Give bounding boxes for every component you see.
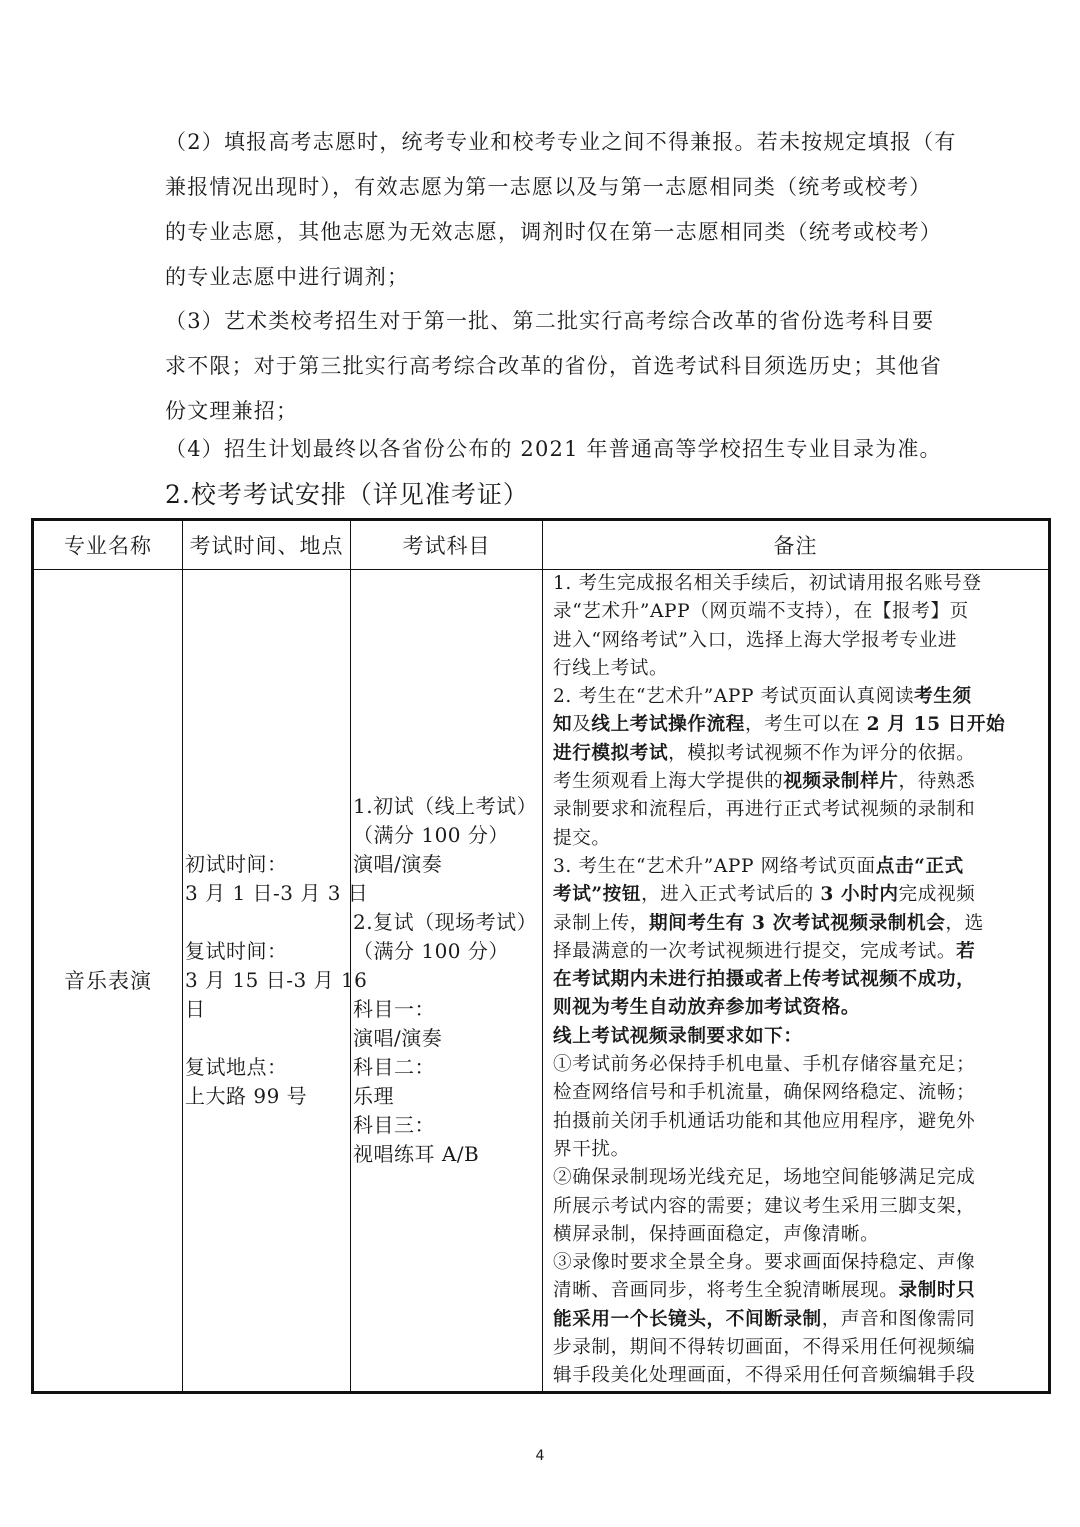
text-line: 兼报情况出现时），有效志愿为第一志愿以及与第一志愿相同类（统考或校考） (165, 175, 932, 199)
notes-line (553, 683, 1040, 711)
notes-bold-segment: 线上考试操作流程 (591, 714, 745, 736)
subject-line: （满分 100 分） (353, 822, 509, 847)
cell-subjects (351, 570, 543, 1393)
notes-segment: 横屏录制，保持画面稳定，声像清晰。 (553, 1223, 880, 1245)
notes-line (553, 627, 1040, 655)
notes-line (553, 938, 1040, 966)
subject-line: 科目三： (353, 1112, 435, 1137)
notes-line (553, 1193, 1040, 1221)
notes-line (553, 1136, 1040, 1164)
second-exam-time-label: 复试时间： (185, 938, 288, 963)
notes-bold-segment: 视频录制样片 (783, 771, 899, 793)
notes-segment: 所展示考试内容的需要；建议考生采用三脚支架， (553, 1195, 976, 1217)
notes-segment: ，待熟悉 (898, 771, 976, 793)
table-row (33, 570, 1050, 1393)
notes-segment: 3. 考生在“艺术升”APP 网络考试页面 (553, 855, 876, 877)
notes-line (553, 1362, 1040, 1390)
notes-segment: 完成视频 (898, 884, 976, 906)
notes-line (553, 1051, 1040, 1079)
notes-segment: 录“艺术升”APP（网页端不支持），在【报考】页 (553, 601, 969, 623)
notes-line (553, 1079, 1040, 1107)
notes-line (553, 1306, 1040, 1334)
second-exam-time: 3 月 15 日-3 月 16 (185, 967, 368, 992)
notes-segment: 界干扰。 (553, 1138, 630, 1160)
header-time-place: 考试时间、地点 (183, 520, 351, 570)
section-title: 2.校考考试安排（详见准考证） (165, 480, 529, 509)
text-line: （4）招生计划最终以各省份公布的 2021 年普通高等学校招生专业目录为准。 (165, 437, 942, 461)
notes-segment: 考生须观看上海大学提供的 (553, 771, 784, 793)
notes-line (553, 570, 1040, 598)
subject-line: 演唱/演奏 (353, 1025, 443, 1050)
notes-line (553, 711, 1040, 739)
text-line: 求不限；对于第三批实行高考综合改革的省份，首选考试科目须选历史；其他省 (165, 354, 942, 378)
notes-line (553, 1277, 1040, 1305)
paragraph-item-4 (165, 427, 942, 472)
notes-segment: 辑手段美化处理画面，不得采用任何音频编辑手段 (553, 1365, 976, 1387)
notes-segment: 录制要求和流程后，再进行正式考试视频的录制和 (553, 799, 976, 821)
notes-segment: ，进入正式考试后的 (641, 884, 821, 906)
notes-bold-segment: 3 小时内 (820, 884, 899, 906)
notes-bold-segment: 则视为考生自动放弃参加考试资格。 (553, 997, 861, 1019)
notes-bold-segment: 在考试期内未进行拍摄或者上传考试视频不成功， (553, 969, 976, 991)
header-major: 专业名称 (33, 520, 183, 570)
text-line: 份文理兼招； (165, 399, 299, 423)
subject-line: 科目二： (353, 1054, 435, 1079)
notes-line (553, 740, 1040, 768)
header-notes: 备注 (543, 520, 1050, 570)
notes-segment: ，声音和图像需同 (821, 1308, 976, 1330)
text-line: 的专业志愿，其他志愿为无效志愿，调剂时仅在第一志愿相同类（统考或校考） (165, 220, 942, 244)
notes-bold-segment: 2 月 15 日开始 (866, 714, 1006, 736)
paragraph-item-3 (165, 299, 942, 434)
notes-line (553, 881, 1040, 909)
exam-schedule-table (31, 518, 1051, 1394)
notes-bold-segment: 进行模拟考试 (553, 742, 669, 764)
notes-line (553, 910, 1040, 938)
notes-segment: 清晰、音画同步，将考生全貌清晰展现。 (553, 1280, 899, 1302)
table-header-row (33, 520, 1050, 570)
notes-bold-segment: 能采用一个长镜头，不间断录制 (553, 1308, 822, 1330)
text-line: （3）艺术类校考招生对于第一批、第二批实行高考综合改革的省份选考科目要 (165, 309, 935, 333)
notes-segment: ，考生可以在 (744, 714, 867, 736)
notes-segment: ②确保录制现场光线充足，场地空间能够满足完成 (553, 1167, 976, 1189)
notes-line (553, 994, 1040, 1022)
text-line: （2）填报高考志愿时，统考专业和校考专业之间不得兼报。若未按规定填报（有 (165, 130, 957, 154)
second-exam-place-label: 复试地点： (185, 1054, 288, 1079)
notes-line (553, 1023, 1040, 1051)
subject-line: 视唱练耳 A/B (353, 1141, 480, 1166)
notes-line (553, 598, 1040, 626)
notes-line (553, 1249, 1040, 1277)
subject-line: （满分 100 分） (353, 938, 509, 963)
second-exam-time-cont: 日 (185, 996, 206, 1021)
notes-segment: 进入“网络考试”入口，选择上海大学报考专业进 (553, 629, 958, 651)
text-line: 的专业志愿中进行调剂； (165, 265, 410, 289)
notes-line (553, 1164, 1040, 1192)
subject-line: 1.初试（线上考试） (353, 793, 538, 818)
notes-segment: 1. 考生完成报名相关手续后，初试请用报名账号登 (553, 573, 982, 594)
notes-bold-segment: 点击“正式 (875, 855, 964, 877)
notes-segment: 及 (572, 714, 592, 736)
notes-segment: ，选 (945, 912, 984, 934)
notes-segment: 提交。 (553, 827, 611, 849)
notes-line (553, 1334, 1040, 1362)
notes-line (553, 853, 1040, 881)
notes-segment: 2. 考生在“艺术升”APP 考试页面认真阅读 (553, 686, 915, 708)
notes-bold-segment: 知 (553, 714, 573, 736)
notes-line (553, 1221, 1040, 1249)
notes-segment: 步录制，期间不得转切画面，不得采用任何视频编 (553, 1337, 976, 1359)
notes-segment: ③录像时要求全景全身。要求画面保持稳定、声像 (553, 1252, 976, 1274)
notes-segment: 检查网络信号和手机流量，确保网络稳定、流畅； (553, 1082, 976, 1104)
cell-major: 音乐表演 (33, 570, 183, 1393)
paragraph-item-2 (165, 120, 957, 300)
notes-line (553, 768, 1040, 796)
notes-bold-segment: 期间考生有 3 次考试视频录制机会 (648, 912, 946, 934)
notes-segment: ①考试前务必保持手机电量、手机存储容量充足； (553, 1054, 976, 1076)
notes-bold-segment: 录制时只 (898, 1280, 976, 1302)
second-exam-place: 上大路 99 号 (185, 1083, 308, 1108)
notes-segment: 择最满意的一次考试视频进行提交，完成考试。 (553, 940, 957, 962)
cell-time-place (183, 570, 369, 1393)
page-number: 4 (535, 1448, 545, 1464)
subject-line: 乐理 (353, 1083, 394, 1108)
subject-line: 演唱/演奏 (353, 851, 443, 876)
notes-line (553, 1108, 1040, 1136)
notes-bold-segment: 考生须 (914, 686, 972, 708)
notes-segment: 行线上考试。 (553, 657, 669, 679)
notes-line (553, 825, 1040, 853)
first-exam-time: 3 月 1 日-3 月 3 日 (185, 880, 369, 905)
notes-segment: ，模拟考试视频不作为评分的依据。 (668, 742, 976, 764)
subject-line: 2.复试（现场考试） (353, 909, 538, 934)
cell-notes (543, 570, 1050, 1393)
notes-bold-segment: 考试”按钮 (553, 884, 642, 906)
header-subjects: 考试科目 (351, 520, 543, 570)
notes-segment: 录制上传， (553, 912, 649, 934)
notes-bold-segment: 线上考试视频录制要求如下： (553, 1025, 803, 1047)
notes-line (553, 796, 1040, 824)
notes-line (553, 655, 1040, 683)
notes-segment: 拍摄前关闭手机通话功能和其他应用程序，避免外 (553, 1110, 976, 1132)
notes-line (553, 966, 1040, 994)
subject-line: 科目一： (353, 996, 435, 1021)
notes-bold-segment: 若 (956, 940, 976, 962)
first-exam-time-label: 初试时间： (185, 851, 288, 876)
